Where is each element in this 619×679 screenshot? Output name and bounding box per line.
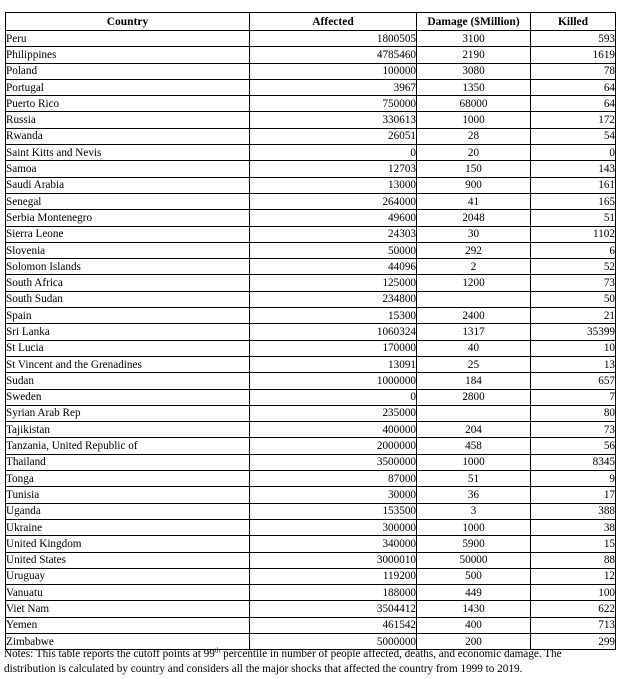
cell-affected: 24303 bbox=[250, 226, 417, 242]
cell-killed: 165 bbox=[531, 193, 616, 209]
cell-killed: 100 bbox=[531, 585, 616, 601]
cell-killed: 21 bbox=[531, 308, 616, 324]
cell-country: Yemen bbox=[6, 617, 250, 633]
cell-affected: 87000 bbox=[250, 471, 417, 487]
table-row bbox=[6, 63, 616, 79]
cell-killed: 0 bbox=[531, 145, 616, 161]
cell-damage: 40 bbox=[417, 340, 531, 356]
cell-country: St Lucia bbox=[6, 340, 250, 356]
cell-killed: 38 bbox=[531, 519, 616, 535]
cell-killed: 54 bbox=[531, 128, 616, 144]
cell-killed: 35399 bbox=[531, 324, 616, 340]
cell-killed: 7 bbox=[531, 389, 616, 405]
table-row bbox=[6, 438, 616, 454]
table-body bbox=[6, 31, 616, 650]
cell-damage: 51 bbox=[417, 471, 531, 487]
cell-country: Senegal bbox=[6, 193, 250, 209]
cell-damage: 30 bbox=[417, 226, 531, 242]
cell-killed: 657 bbox=[531, 373, 616, 389]
table-row bbox=[6, 568, 616, 584]
table-row bbox=[6, 112, 616, 128]
cell-damage: 900 bbox=[417, 177, 531, 193]
cell-country: Syrian Arab Rep bbox=[6, 405, 250, 421]
cell-country: Sierra Leone bbox=[6, 226, 250, 242]
cell-damage: 400 bbox=[417, 617, 531, 633]
cell-affected: 5000000 bbox=[250, 633, 417, 649]
cell-damage: 449 bbox=[417, 585, 531, 601]
cell-damage: 25 bbox=[417, 356, 531, 372]
cell-killed: 51 bbox=[531, 210, 616, 226]
cell-country: United Kingdom bbox=[6, 536, 250, 552]
cell-country: Tajikistan bbox=[6, 422, 250, 438]
cell-country: Sudan bbox=[6, 373, 250, 389]
cell-damage: 68000 bbox=[417, 96, 531, 112]
table-row bbox=[6, 193, 616, 209]
cell-country: Saudi Arabia bbox=[6, 177, 250, 193]
cell-affected: 330613 bbox=[250, 112, 417, 128]
cell-killed: 88 bbox=[531, 552, 616, 568]
table-row bbox=[6, 585, 616, 601]
cell-damage: 2800 bbox=[417, 389, 531, 405]
table-row bbox=[6, 324, 616, 340]
cell-killed: 161 bbox=[531, 177, 616, 193]
cutoff-table bbox=[5, 12, 616, 650]
table-row bbox=[6, 161, 616, 177]
cell-damage: 3080 bbox=[417, 63, 531, 79]
cell-affected: 44096 bbox=[250, 259, 417, 275]
header-damage: Damage ($Million) bbox=[417, 13, 531, 31]
notes-text-start: Notes: This table reports the cutoff points at 99 bbox=[4, 648, 215, 660]
cell-killed: 6 bbox=[531, 242, 616, 258]
table-row bbox=[6, 389, 616, 405]
cell-killed: 73 bbox=[531, 275, 616, 291]
cell-country: South Sudan bbox=[6, 291, 250, 307]
cell-affected: 0 bbox=[250, 145, 417, 161]
cell-affected: 15300 bbox=[250, 308, 417, 324]
table-row bbox=[6, 519, 616, 535]
cell-affected: 234800 bbox=[250, 291, 417, 307]
cell-damage bbox=[417, 291, 531, 307]
cell-damage: 41 bbox=[417, 193, 531, 209]
header-killed: Killed bbox=[531, 13, 616, 31]
cell-country: Tonga bbox=[6, 471, 250, 487]
table-row bbox=[6, 96, 616, 112]
cell-damage: 150 bbox=[417, 161, 531, 177]
table-row bbox=[6, 454, 616, 470]
cell-damage: 292 bbox=[417, 242, 531, 258]
cell-country: St Vincent and the Grenadines bbox=[6, 356, 250, 372]
cell-killed: 143 bbox=[531, 161, 616, 177]
cell-affected: 1060324 bbox=[250, 324, 417, 340]
cell-killed: 10 bbox=[531, 340, 616, 356]
cell-damage: 20 bbox=[417, 145, 531, 161]
cell-damage: 50000 bbox=[417, 552, 531, 568]
cell-country: United States bbox=[6, 552, 250, 568]
cell-affected: 119200 bbox=[250, 568, 417, 584]
cell-country: Puerto Rico bbox=[6, 96, 250, 112]
table-row bbox=[6, 405, 616, 421]
table-row bbox=[6, 503, 616, 519]
cell-damage: 2 bbox=[417, 259, 531, 275]
cell-killed: 388 bbox=[531, 503, 616, 519]
cell-country: Russia bbox=[6, 112, 250, 128]
cell-country: Philippines bbox=[6, 47, 250, 63]
table-row bbox=[6, 275, 616, 291]
cell-killed: 8345 bbox=[531, 454, 616, 470]
header-country: Country bbox=[6, 13, 250, 31]
cell-damage: 200 bbox=[417, 633, 531, 649]
cell-killed: 13 bbox=[531, 356, 616, 372]
cell-country: Tunisia bbox=[6, 487, 250, 503]
cell-damage: 5900 bbox=[417, 536, 531, 552]
cell-killed: 1619 bbox=[531, 47, 616, 63]
cell-killed: 52 bbox=[531, 259, 616, 275]
cell-country: Peru bbox=[6, 31, 250, 47]
cell-killed: 15 bbox=[531, 536, 616, 552]
cell-affected: 235000 bbox=[250, 405, 417, 421]
cell-affected: 26051 bbox=[250, 128, 417, 144]
cell-killed: 50 bbox=[531, 291, 616, 307]
cell-damage: 1350 bbox=[417, 79, 531, 95]
table-row bbox=[6, 145, 616, 161]
cell-damage: 1000 bbox=[417, 519, 531, 535]
table-row bbox=[6, 47, 616, 63]
cell-killed: 80 bbox=[531, 405, 616, 421]
header-affected: Affected bbox=[250, 13, 417, 31]
cell-affected: 3504412 bbox=[250, 601, 417, 617]
cell-damage: 1200 bbox=[417, 275, 531, 291]
cell-country: Thailand bbox=[6, 454, 250, 470]
cell-killed: 12 bbox=[531, 568, 616, 584]
cell-damage: 1000 bbox=[417, 454, 531, 470]
cell-killed: 713 bbox=[531, 617, 616, 633]
cell-killed: 73 bbox=[531, 422, 616, 438]
table-row bbox=[6, 471, 616, 487]
cell-killed: 17 bbox=[531, 487, 616, 503]
cell-affected: 2000000 bbox=[250, 438, 417, 454]
cell-affected: 264000 bbox=[250, 193, 417, 209]
cell-affected: 3000010 bbox=[250, 552, 417, 568]
cell-killed: 56 bbox=[531, 438, 616, 454]
cell-affected: 3967 bbox=[250, 79, 417, 95]
cell-damage: 1317 bbox=[417, 324, 531, 340]
cell-affected: 170000 bbox=[250, 340, 417, 356]
cell-killed: 1102 bbox=[531, 226, 616, 242]
cell-affected: 0 bbox=[250, 389, 417, 405]
cell-affected: 4785460 bbox=[250, 47, 417, 63]
table-row bbox=[6, 128, 616, 144]
cell-killed: 9 bbox=[531, 471, 616, 487]
cell-killed: 78 bbox=[531, 63, 616, 79]
table-row bbox=[6, 340, 616, 356]
cell-country: Serbia Montenegro bbox=[6, 210, 250, 226]
cell-affected: 49600 bbox=[250, 210, 417, 226]
table-header-row bbox=[6, 13, 616, 31]
cell-affected: 461542 bbox=[250, 617, 417, 633]
cell-affected: 13000 bbox=[250, 177, 417, 193]
cell-damage: 2400 bbox=[417, 308, 531, 324]
table-row bbox=[6, 552, 616, 568]
table-row bbox=[6, 226, 616, 242]
cell-damage: 458 bbox=[417, 438, 531, 454]
table-row bbox=[6, 601, 616, 617]
cell-affected: 12703 bbox=[250, 161, 417, 177]
cell-country: South Africa bbox=[6, 275, 250, 291]
table-row bbox=[6, 291, 616, 307]
cell-country: Ukraine bbox=[6, 519, 250, 535]
cell-country: Rwanda bbox=[6, 128, 250, 144]
cell-damage: 1000 bbox=[417, 112, 531, 128]
table-row bbox=[6, 242, 616, 258]
cell-affected: 400000 bbox=[250, 422, 417, 438]
cell-affected: 3500000 bbox=[250, 454, 417, 470]
cell-country: Poland bbox=[6, 63, 250, 79]
cell-killed: 593 bbox=[531, 31, 616, 47]
table-row bbox=[6, 308, 616, 324]
cell-killed: 172 bbox=[531, 112, 616, 128]
table-row bbox=[6, 177, 616, 193]
cell-country: Tanzania, United Republic of bbox=[6, 438, 250, 454]
cell-affected: 1000000 bbox=[250, 373, 417, 389]
cell-damage: 2048 bbox=[417, 210, 531, 226]
cell-killed: 64 bbox=[531, 79, 616, 95]
table-notes bbox=[4, 647, 615, 677]
cell-affected: 188000 bbox=[250, 585, 417, 601]
cell-country: Sri Lanka bbox=[6, 324, 250, 340]
cell-damage: 184 bbox=[417, 373, 531, 389]
cell-country: Viet Nam bbox=[6, 601, 250, 617]
cell-country: Spain bbox=[6, 308, 250, 324]
table-row bbox=[6, 259, 616, 275]
cell-affected: 100000 bbox=[250, 63, 417, 79]
cell-country: Vanuatu bbox=[6, 585, 250, 601]
cell-country: Zimbabwe bbox=[6, 633, 250, 649]
table-row bbox=[6, 422, 616, 438]
table-row bbox=[6, 617, 616, 633]
cell-country: Uganda bbox=[6, 503, 250, 519]
cell-country: Sweden bbox=[6, 389, 250, 405]
cell-damage: 28 bbox=[417, 128, 531, 144]
cell-country: Saint Kitts and Nevis bbox=[6, 145, 250, 161]
cell-country: Slovenia bbox=[6, 242, 250, 258]
cell-killed: 299 bbox=[531, 633, 616, 649]
cell-damage: 36 bbox=[417, 487, 531, 503]
table-row bbox=[6, 210, 616, 226]
cell-affected: 1800505 bbox=[250, 31, 417, 47]
cell-damage: 1430 bbox=[417, 601, 531, 617]
cell-country: Samoa bbox=[6, 161, 250, 177]
cell-damage: 204 bbox=[417, 422, 531, 438]
cell-affected: 340000 bbox=[250, 536, 417, 552]
table-row bbox=[6, 79, 616, 95]
cell-country: Solomon Islands bbox=[6, 259, 250, 275]
cell-country: Portugal bbox=[6, 79, 250, 95]
cell-killed: 622 bbox=[531, 601, 616, 617]
cell-damage: 3100 bbox=[417, 31, 531, 47]
cell-damage: 500 bbox=[417, 568, 531, 584]
table-row bbox=[6, 536, 616, 552]
cell-affected: 750000 bbox=[250, 96, 417, 112]
table-row bbox=[6, 356, 616, 372]
cell-damage: 2190 bbox=[417, 47, 531, 63]
cell-affected: 125000 bbox=[250, 275, 417, 291]
cell-affected: 13091 bbox=[250, 356, 417, 372]
cell-affected: 300000 bbox=[250, 519, 417, 535]
table-row bbox=[6, 31, 616, 47]
cell-killed: 64 bbox=[531, 96, 616, 112]
table-row bbox=[6, 373, 616, 389]
notes-text-end: percentile in number of people affected, deaths, and economic damage. The distribution is calculated by country and considers all the major shocks that affected the country from 1999 to 2019. bbox=[4, 648, 562, 675]
cell-affected: 30000 bbox=[250, 487, 417, 503]
cell-affected: 153500 bbox=[250, 503, 417, 519]
cell-damage: 3 bbox=[417, 503, 531, 519]
cell-country: Uruguay bbox=[6, 568, 250, 584]
cell-damage bbox=[417, 405, 531, 421]
cell-affected: 50000 bbox=[250, 242, 417, 258]
notes-superscript: th bbox=[214, 646, 221, 655]
table-row bbox=[6, 487, 616, 503]
